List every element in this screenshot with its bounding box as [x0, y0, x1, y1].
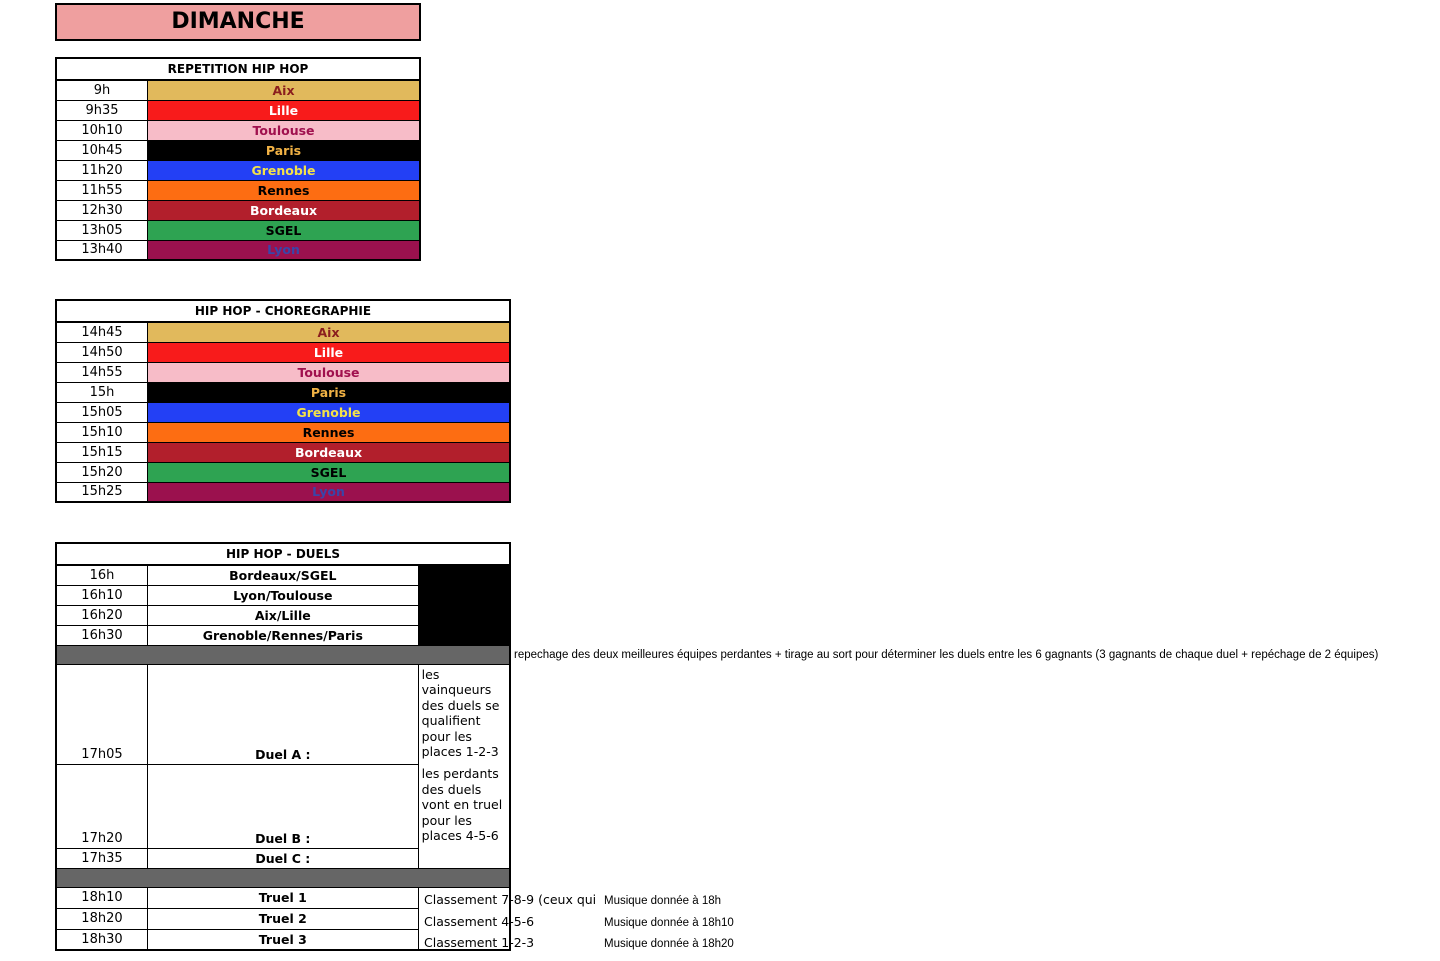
separator-bar — [56, 645, 510, 664]
truel-time: 18h20 — [56, 908, 147, 929]
team-cell-aix: Aix — [148, 322, 511, 342]
schedule-row — [56, 140, 420, 160]
black-block — [418, 565, 510, 645]
team-cell-lille: Lille — [148, 342, 511, 362]
team-cell-rennes: Rennes — [148, 422, 511, 442]
schedule-row — [56, 402, 510, 422]
schedule-row — [56, 342, 510, 362]
time-cell: 15h20 — [56, 462, 148, 482]
schedule-row — [56, 120, 420, 140]
time-cell: 10h10 — [56, 120, 148, 140]
truel-time: 18h30 — [56, 929, 147, 950]
repetition-title: REPETITION HIP HOP — [56, 58, 420, 80]
truel-label: Truel 2 — [147, 908, 418, 929]
schedule-row — [56, 462, 510, 482]
schedule-row — [56, 482, 510, 502]
time-cell: 13h05 — [56, 220, 148, 240]
time-cell: 9h35 — [56, 100, 148, 120]
time-cell: 15h15 — [56, 442, 148, 462]
team-cell-lyon: Lyon — [148, 240, 421, 260]
time-cell: 9h — [56, 80, 148, 100]
duel-time: 16h — [56, 565, 147, 585]
team-cell-sgel: SGEL — [148, 220, 421, 240]
team-cell-toulouse: Toulouse — [148, 362, 511, 382]
team-cell-paris: Paris — [148, 140, 421, 160]
duel-a-label: Duel A : — [147, 664, 418, 764]
time-cell: 15h — [56, 382, 148, 402]
truel-1-music: Musique donnée à 18h — [604, 895, 722, 907]
schedule-row — [56, 160, 420, 180]
time-cell: 13h40 — [56, 240, 148, 260]
day-title: DIMANCHE — [55, 3, 421, 41]
team-cell-bordeaux: Bordeaux — [148, 200, 421, 220]
team-cell-rennes: Rennes — [148, 180, 421, 200]
repechage-note: repechage des deux meilleures équipes perdantes + tirage au sort pour déterminer les duels entre les 6 gagnants (3 gagnants de chaque duel + repéchage de 2 équipes) — [514, 649, 1379, 661]
duel-time: 16h10 — [56, 585, 147, 605]
losers-note: les perdants des duels vont en truel pour les places 4-5-6 — [418, 764, 510, 868]
team-cell-grenoble: Grenoble — [148, 402, 511, 422]
time-cell: 14h50 — [56, 342, 148, 362]
duel-c-label: Duel C : — [147, 848, 418, 868]
schedule-row — [56, 442, 510, 462]
choregraphie-table — [55, 299, 511, 503]
duel-pair: Lyon/Toulouse — [147, 585, 418, 605]
duel-a-time: 17h05 — [56, 664, 147, 764]
duel-pair: Grenoble/Rennes/Paris — [147, 625, 418, 645]
team-cell-lyon: Lyon — [148, 482, 511, 502]
schedule-row — [56, 362, 510, 382]
time-cell: 12h30 — [56, 200, 148, 220]
schedule-row — [56, 180, 420, 200]
time-cell: 15h10 — [56, 422, 148, 442]
truel-3-ranking: Classement 1-2-3 — [424, 935, 535, 950]
winners-note: les vainqueurs des duels se qualifient pour les places 1-2-3 — [418, 664, 510, 764]
truel-2-ranking: Classement 4-5-6 — [424, 914, 535, 929]
schedule-row — [56, 422, 510, 442]
time-cell: 11h55 — [56, 180, 148, 200]
choregraphie-title: HIP HOP - CHOREGRAPHIE — [56, 300, 510, 322]
schedule-row — [56, 220, 420, 240]
duel-b-time: 17h20 — [56, 764, 147, 848]
team-cell-bordeaux: Bordeaux — [148, 442, 511, 462]
time-cell: 14h45 — [56, 322, 148, 342]
schedule-row — [56, 240, 420, 260]
truel-label: Truel 1 — [147, 887, 418, 908]
schedule-row — [56, 322, 510, 342]
truel-3-music: Musique donnée à 18h20 — [604, 938, 734, 950]
team-cell-toulouse: Toulouse — [148, 120, 421, 140]
duel-pair: Bordeaux/SGEL — [147, 565, 418, 585]
duel-b-label: Duel B : — [147, 764, 418, 848]
schedule-row — [56, 382, 510, 402]
duels-title: HIP HOP - DUELS — [56, 543, 510, 565]
duel-time: 16h20 — [56, 605, 147, 625]
schedule-row — [56, 80, 420, 100]
time-cell: 11h20 — [56, 160, 148, 180]
team-cell-lille: Lille — [148, 100, 421, 120]
duel-time: 16h30 — [56, 625, 147, 645]
truel-2-music: Musique donnée à 18h10 — [604, 917, 734, 929]
team-cell-grenoble: Grenoble — [148, 160, 421, 180]
truel-label: Truel 3 — [147, 929, 418, 950]
time-cell: 15h05 — [56, 402, 148, 422]
duel-c-time: 17h35 — [56, 848, 147, 868]
schedule-row — [56, 100, 420, 120]
repetition-table — [55, 57, 421, 261]
schedule-row — [56, 200, 420, 220]
time-cell: 14h55 — [56, 362, 148, 382]
team-cell-aix: Aix — [148, 80, 421, 100]
truel-time: 18h10 — [56, 887, 147, 908]
team-cell-sgel: SGEL — [148, 462, 511, 482]
duel-pair: Aix/Lille — [147, 605, 418, 625]
duels-table — [55, 542, 511, 951]
truel-1-ranking: Classement 7-8-9 (ceux qui — [424, 892, 597, 907]
time-cell: 15h25 — [56, 482, 148, 502]
separator-bar — [56, 868, 510, 887]
time-cell: 10h45 — [56, 140, 148, 160]
team-cell-paris: Paris — [148, 382, 511, 402]
